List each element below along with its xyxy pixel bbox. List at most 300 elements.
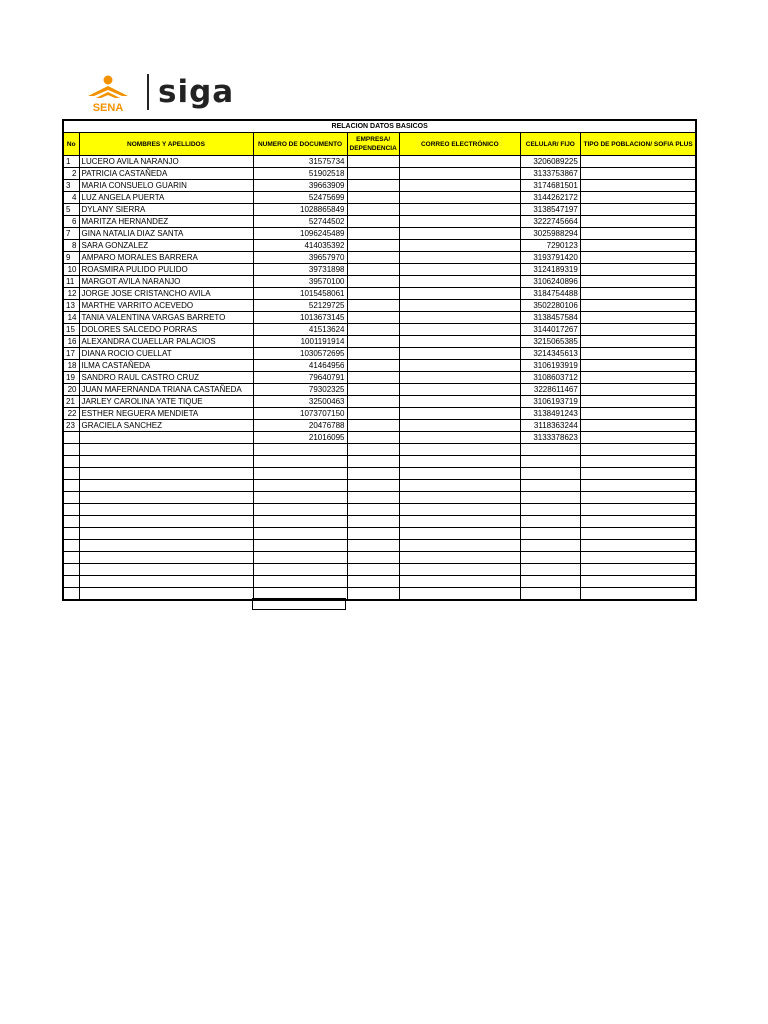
table-row	[63, 204, 696, 216]
cell-no	[63, 552, 79, 564]
cell-company	[347, 348, 399, 360]
cell-no	[63, 456, 79, 468]
table-row	[63, 324, 696, 336]
cell-company	[347, 192, 399, 204]
table-row	[63, 276, 696, 288]
cell-company	[347, 360, 399, 372]
cell-name: JARLEY CAROLINA YATE TIQUE	[79, 396, 253, 408]
cell-no: 11	[63, 276, 79, 288]
cell-email	[399, 396, 520, 408]
table-row	[63, 408, 696, 420]
table-row	[63, 180, 696, 192]
cell-no: 19	[63, 372, 79, 384]
cell-company	[347, 324, 399, 336]
cell-doc: 1015458061	[253, 288, 347, 300]
cell-name: ALEXANDRA CUAELLAR PALACIOS	[79, 336, 253, 348]
header-email: CORREO ELECTRÓNICO	[399, 133, 520, 156]
cell-phone: 3228611467	[520, 384, 580, 396]
cell-doc: 52475699	[253, 192, 347, 204]
cell-company	[347, 252, 399, 264]
cell-name	[79, 444, 253, 456]
cell-name	[79, 516, 253, 528]
table-row	[63, 588, 696, 601]
cell-name: SARA GONZALEZ	[79, 240, 253, 252]
cell-company	[347, 216, 399, 228]
cell-phone	[520, 480, 580, 492]
cell-phone: 3108603712	[520, 372, 580, 384]
cell-no	[63, 564, 79, 576]
cell-phone	[520, 564, 580, 576]
cell-company	[347, 540, 399, 552]
cell-email	[399, 468, 520, 480]
cell-doc: 20476788	[253, 420, 347, 432]
table-row	[63, 504, 696, 516]
cell-phone: 3215065385	[520, 336, 580, 348]
cell-company	[347, 504, 399, 516]
cell-doc: 414035392	[253, 240, 347, 252]
cell-email	[399, 432, 520, 444]
cell-name	[79, 576, 253, 588]
cell-population	[580, 396, 696, 408]
cell-name: JORGE JOSE CRISTANCHO AVILA	[79, 288, 253, 300]
cell-email	[399, 240, 520, 252]
cell-doc: 1096245489	[253, 228, 347, 240]
siga-logo: siga	[158, 74, 235, 110]
cell-email	[399, 300, 520, 312]
cell-no: 7	[63, 228, 79, 240]
table-row	[63, 384, 696, 396]
cell-email	[399, 192, 520, 204]
cell-company	[347, 516, 399, 528]
cell-doc: 79302325	[253, 384, 347, 396]
cell-doc: 1001191914	[253, 336, 347, 348]
cell-phone: 3184754488	[520, 288, 580, 300]
cell-no: 15	[63, 324, 79, 336]
cell-email	[399, 336, 520, 348]
cell-name: AMPARO MORALES BARRERA	[79, 252, 253, 264]
cell-population	[580, 552, 696, 564]
cell-name: DOLORES SALCEDO PORRAS	[79, 324, 253, 336]
header-company: EMPRESA/ DEPENDENCIA	[347, 133, 399, 156]
table-row	[63, 516, 696, 528]
cell-population	[580, 408, 696, 420]
cell-email	[399, 360, 520, 372]
cell-population	[580, 456, 696, 468]
cell-doc: 41464956	[253, 360, 347, 372]
cell-population	[580, 576, 696, 588]
table-row	[63, 540, 696, 552]
cell-email	[399, 312, 520, 324]
cell-phone	[520, 540, 580, 552]
cell-email	[399, 420, 520, 432]
cell-name	[79, 468, 253, 480]
cell-population	[580, 420, 696, 432]
cell-no	[63, 540, 79, 552]
cell-company	[347, 564, 399, 576]
cell-name	[79, 504, 253, 516]
cell-population	[580, 300, 696, 312]
cell-email	[399, 156, 520, 168]
cell-company	[347, 492, 399, 504]
cell-company	[347, 276, 399, 288]
cell-email	[399, 456, 520, 468]
cell-doc: 79640791	[253, 372, 347, 384]
cell-company	[347, 528, 399, 540]
cell-doc	[253, 552, 347, 564]
cell-company	[347, 336, 399, 348]
cell-company	[347, 240, 399, 252]
header-no: No	[63, 133, 79, 156]
cell-population	[580, 348, 696, 360]
cell-doc	[253, 516, 347, 528]
cell-population	[580, 564, 696, 576]
cell-phone: 3133378623	[520, 432, 580, 444]
cell-name: PATRICIA CASTAÑEDA	[79, 168, 253, 180]
header-document: NUMERO DE DOCUMENTO	[253, 133, 347, 156]
cell-name: ROASMIRA PULIDO PULIDO	[79, 264, 253, 276]
table-row	[63, 252, 696, 264]
cell-name: LUZ ANGELA PUERTA	[79, 192, 253, 204]
cell-no: 13	[63, 300, 79, 312]
cell-name: TANIA VALENTINA VARGAS BARRETO	[79, 312, 253, 324]
cell-name: DIANA ROCIO CUELLAT	[79, 348, 253, 360]
cell-no: 12	[63, 288, 79, 300]
cell-company	[347, 384, 399, 396]
cell-email	[399, 288, 520, 300]
cell-company	[347, 204, 399, 216]
cell-company	[347, 156, 399, 168]
cell-company	[347, 456, 399, 468]
table-row	[63, 156, 696, 168]
cell-email	[399, 372, 520, 384]
cell-company	[347, 372, 399, 384]
table-row	[63, 456, 696, 468]
extra-cell	[252, 598, 346, 610]
cell-name	[79, 528, 253, 540]
cell-population	[580, 384, 696, 396]
cell-no: 4	[63, 192, 79, 204]
cell-no: 21	[63, 396, 79, 408]
cell-no: 9	[63, 252, 79, 264]
cell-phone	[520, 588, 580, 601]
cell-no: 8	[63, 240, 79, 252]
cell-phone: 3222745664	[520, 216, 580, 228]
cell-population	[580, 264, 696, 276]
cell-doc: 1013673145	[253, 312, 347, 324]
cell-phone: 3502280106	[520, 300, 580, 312]
cell-email	[399, 168, 520, 180]
cell-doc: 1073707150	[253, 408, 347, 420]
table-row	[63, 264, 696, 276]
cell-phone: 3144017267	[520, 324, 580, 336]
logo-divider	[147, 74, 149, 110]
cell-company	[347, 264, 399, 276]
cell-email	[399, 384, 520, 396]
cell-phone: 3206089225	[520, 156, 580, 168]
cell-email	[399, 588, 520, 601]
table-row	[63, 420, 696, 432]
cell-population	[580, 312, 696, 324]
table-row	[63, 396, 696, 408]
cell-name: ESTHER NEGUERA MENDIETA	[79, 408, 253, 420]
cell-phone: 3138491243	[520, 408, 580, 420]
cell-population	[580, 204, 696, 216]
cell-phone: 3144262172	[520, 192, 580, 204]
cell-email	[399, 552, 520, 564]
cell-email	[399, 492, 520, 504]
sena-logo	[82, 74, 134, 114]
cell-name: DYLANY SIERRA	[79, 204, 253, 216]
cell-population	[580, 240, 696, 252]
cell-email	[399, 324, 520, 336]
sena-logo-text: SENA	[92, 102, 124, 114]
header-phone: CELULAR/ FIJO	[520, 133, 580, 156]
cell-name: JUAN MAFERNANDA TRIANA CASTAÑEDA	[79, 384, 253, 396]
header-name: NOMBRES Y APELLIDOS	[79, 133, 253, 156]
title-row	[63, 120, 696, 133]
cell-name: MARTHE VARRITO ACEVEDO	[79, 300, 253, 312]
cell-phone	[520, 444, 580, 456]
table-row	[63, 576, 696, 588]
cell-no: 18	[63, 360, 79, 372]
cell-doc: 1030572695	[253, 348, 347, 360]
table-row	[63, 192, 696, 204]
cell-company	[347, 408, 399, 420]
cell-company	[347, 444, 399, 456]
cell-company	[347, 552, 399, 564]
cell-no	[63, 468, 79, 480]
cell-no	[63, 576, 79, 588]
cell-company	[347, 420, 399, 432]
table-row	[63, 288, 696, 300]
cell-doc: 32500463	[253, 396, 347, 408]
cell-population	[580, 432, 696, 444]
cell-no	[63, 492, 79, 504]
cell-doc	[253, 444, 347, 456]
cell-population	[580, 516, 696, 528]
table-row	[63, 444, 696, 456]
cell-phone	[520, 492, 580, 504]
cell-doc: 41513624	[253, 324, 347, 336]
cell-company	[347, 300, 399, 312]
cell-doc: 21016095	[253, 432, 347, 444]
cell-population	[580, 324, 696, 336]
cell-company	[347, 588, 399, 601]
cell-doc	[253, 564, 347, 576]
cell-doc	[253, 576, 347, 588]
table-row	[63, 372, 696, 384]
cell-phone	[520, 528, 580, 540]
table-row	[63, 168, 696, 180]
cell-doc	[253, 540, 347, 552]
cell-no	[63, 516, 79, 528]
cell-doc: 1028865849	[253, 204, 347, 216]
table-row	[63, 492, 696, 504]
cell-email	[399, 264, 520, 276]
cell-doc: 52744502	[253, 216, 347, 228]
cell-name: GINA NATALIA DIAZ SANTA	[79, 228, 253, 240]
cell-doc: 39663909	[253, 180, 347, 192]
cell-company	[347, 228, 399, 240]
cell-phone: 7290123	[520, 240, 580, 252]
cell-email	[399, 576, 520, 588]
cell-population	[580, 372, 696, 384]
cell-population	[580, 156, 696, 168]
cell-phone	[520, 516, 580, 528]
cell-doc: 31575734	[253, 156, 347, 168]
cell-population	[580, 336, 696, 348]
cell-email	[399, 408, 520, 420]
cell-phone: 3193791420	[520, 252, 580, 264]
cell-no: 17	[63, 348, 79, 360]
cell-phone: 3174681501	[520, 180, 580, 192]
cell-no	[63, 480, 79, 492]
cell-no: 10	[63, 264, 79, 276]
cell-company	[347, 468, 399, 480]
cell-doc: 51902518	[253, 168, 347, 180]
cell-doc: 39731898	[253, 264, 347, 276]
table-row	[63, 300, 696, 312]
cell-email	[399, 444, 520, 456]
table-row	[63, 480, 696, 492]
table-row	[63, 228, 696, 240]
cell-no: 5	[63, 204, 79, 216]
cell-population	[580, 444, 696, 456]
cell-no: 16	[63, 336, 79, 348]
cell-name	[79, 564, 253, 576]
cell-name: MARITZA HERNANDEZ	[79, 216, 253, 228]
table-row	[63, 432, 696, 444]
cell-email	[399, 528, 520, 540]
cell-name: MARIA CONSUELO GUARIN	[79, 180, 253, 192]
cell-email	[399, 276, 520, 288]
cell-name	[79, 540, 253, 552]
cell-email	[399, 180, 520, 192]
cell-doc	[253, 468, 347, 480]
cell-name	[79, 432, 253, 444]
cell-phone: 3025988294	[520, 228, 580, 240]
cell-no	[63, 588, 79, 601]
cell-phone: 3138547197	[520, 204, 580, 216]
cell-doc	[253, 456, 347, 468]
data-table	[62, 119, 697, 601]
table-row	[63, 360, 696, 372]
cell-population	[580, 492, 696, 504]
cell-no: 14	[63, 312, 79, 324]
table-row	[63, 468, 696, 480]
cell-population	[580, 528, 696, 540]
table-row	[63, 528, 696, 540]
cell-company	[347, 480, 399, 492]
cell-no: 3	[63, 180, 79, 192]
cell-no	[63, 432, 79, 444]
cell-email	[399, 228, 520, 240]
cell-name	[79, 480, 253, 492]
cell-company	[347, 432, 399, 444]
cell-doc	[253, 504, 347, 516]
cell-name: LUCERO AVILA NARANJO	[79, 156, 253, 168]
cell-company	[347, 312, 399, 324]
cell-phone	[520, 552, 580, 564]
cell-doc	[253, 492, 347, 504]
cell-name: MARGOT AVILA NARANJO	[79, 276, 253, 288]
cell-phone: 3106193719	[520, 396, 580, 408]
cell-population	[580, 228, 696, 240]
table-row	[63, 552, 696, 564]
cell-population	[580, 252, 696, 264]
cell-company	[347, 576, 399, 588]
cell-no: 6	[63, 216, 79, 228]
cell-phone: 3106240896	[520, 276, 580, 288]
cell-phone	[520, 504, 580, 516]
cell-doc	[253, 480, 347, 492]
cell-company	[347, 396, 399, 408]
table-row	[63, 564, 696, 576]
cell-population	[580, 192, 696, 204]
cell-no: 20	[63, 384, 79, 396]
cell-name: GRACIELA SANCHEZ	[79, 420, 253, 432]
header-row	[63, 133, 696, 156]
cell-email	[399, 204, 520, 216]
table-title: RELACION DATOS BASICOS	[63, 120, 696, 133]
cell-doc	[253, 528, 347, 540]
cell-name	[79, 552, 253, 564]
cell-population	[580, 180, 696, 192]
cell-population	[580, 468, 696, 480]
cell-email	[399, 252, 520, 264]
table-row	[63, 312, 696, 324]
cell-population	[580, 540, 696, 552]
cell-phone	[520, 468, 580, 480]
cell-phone: 3124189319	[520, 264, 580, 276]
cell-phone	[520, 576, 580, 588]
cell-no: 22	[63, 408, 79, 420]
cell-phone: 3214345613	[520, 348, 580, 360]
cell-population	[580, 168, 696, 180]
cell-population	[580, 288, 696, 300]
cell-phone: 3118363244	[520, 420, 580, 432]
cell-population	[580, 588, 696, 601]
cell-population	[580, 276, 696, 288]
cell-phone: 3133753867	[520, 168, 580, 180]
cell-email	[399, 480, 520, 492]
cell-population	[580, 360, 696, 372]
cell-name: ILMA CASTAÑEDA	[79, 360, 253, 372]
cell-doc: 52129725	[253, 300, 347, 312]
cell-phone: 3138457584	[520, 312, 580, 324]
table-row	[63, 336, 696, 348]
cell-email	[399, 564, 520, 576]
cell-phone: 3106193919	[520, 360, 580, 372]
cell-name	[79, 588, 253, 601]
cell-name: SANDRO RAUL CASTRO CRUZ	[79, 372, 253, 384]
cell-population	[580, 216, 696, 228]
cell-population	[580, 480, 696, 492]
cell-no: 23	[63, 420, 79, 432]
cell-company	[347, 168, 399, 180]
cell-population	[580, 504, 696, 516]
cell-no	[63, 528, 79, 540]
table-row	[63, 348, 696, 360]
table-row	[63, 240, 696, 252]
cell-company	[347, 288, 399, 300]
cell-email	[399, 504, 520, 516]
cell-company	[347, 180, 399, 192]
cell-no: 1	[63, 156, 79, 168]
cell-email	[399, 516, 520, 528]
cell-no: 2	[63, 168, 79, 180]
table-row	[63, 216, 696, 228]
